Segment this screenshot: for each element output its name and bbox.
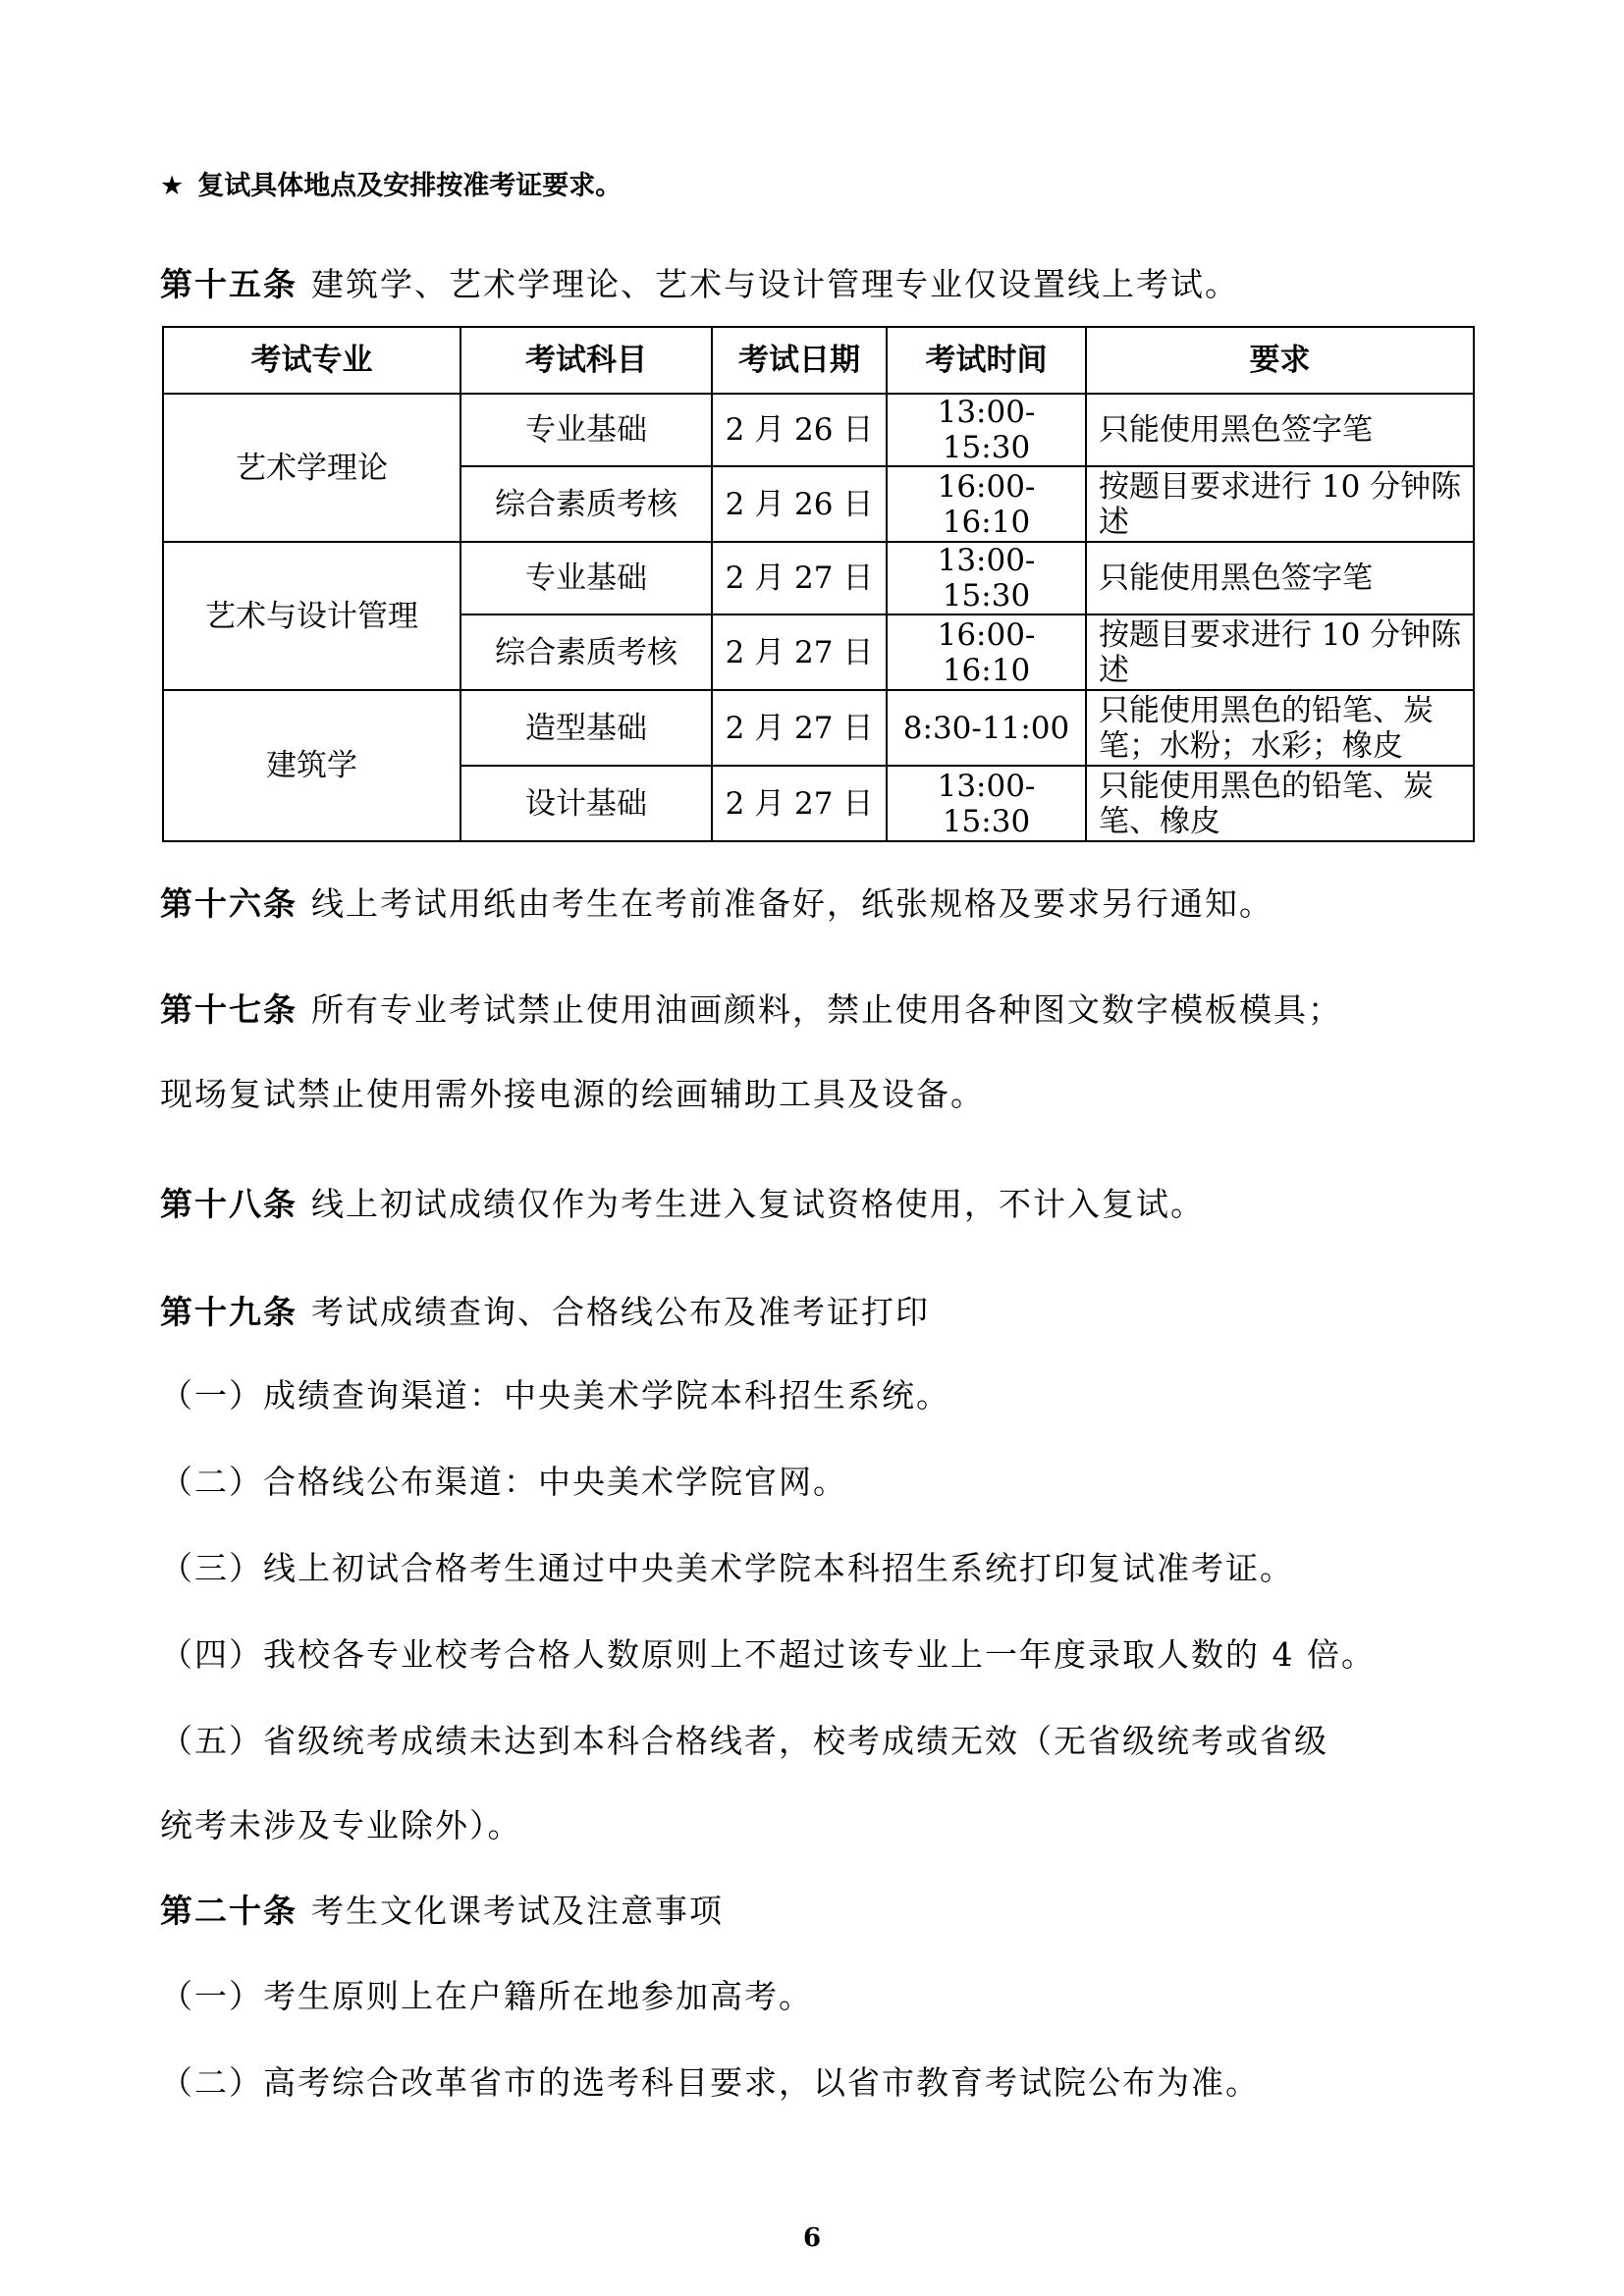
- table-row: [163, 542, 1474, 614]
- article-19-text: 考试成绩查询、合格线公布及准考证打印: [311, 1293, 930, 1331]
- article-17-text: 所有专业考试禁止使用油画颜料，禁止使用各种图文数字模板模具；: [311, 990, 1342, 1029]
- list-item-continued: 统考未涉及专业除外）。: [160, 1806, 522, 1844]
- subject-cell: 专业基础: [460, 394, 712, 466]
- list-item: （一）考生原则上在户籍所在地参加高考。: [160, 1977, 813, 2015]
- article-15-label: 第十五条: [160, 265, 298, 303]
- note-text: 复试具体地点及安排按准考证要求。: [197, 171, 623, 201]
- header-requirement: 要求: [1086, 327, 1474, 394]
- time-cell: 8:30-11:00: [887, 690, 1086, 766]
- header-subject: 考试科目: [460, 327, 712, 394]
- article-15: [160, 257, 1486, 312]
- article-16-text: 线上考试用纸由考生在考前准备好，纸张规格及要求另行通知。: [311, 884, 1273, 923]
- subject-cell: 造型基础: [460, 690, 712, 766]
- article-18-label: 第十八条: [160, 1185, 298, 1223]
- list-item: （二）合格线公布渠道：中央美术学院官网。: [160, 1463, 847, 1501]
- article-18: [160, 1177, 1486, 1232]
- star-icon: ★: [160, 171, 185, 201]
- subject-cell: 设计基础: [460, 766, 712, 841]
- major-cell: 艺术学理论: [163, 394, 460, 542]
- article-20: [160, 1884, 1486, 1939]
- list-item: （五）省级统考成绩未达到本科合格线者，校考成绩无效（无省级统考或省级: [160, 1722, 1328, 1760]
- article-19: [160, 1285, 1486, 1340]
- table-row: [163, 394, 1474, 466]
- date-cell: 2 月 27 日: [712, 766, 887, 841]
- subject-cell: 综合素质考核: [460, 614, 712, 690]
- requirement-cell: 按题目要求进行 10 分钟陈述: [1086, 614, 1474, 690]
- table-row: [163, 690, 1474, 766]
- subject-cell: 综合素质考核: [460, 466, 712, 542]
- major-cell: 建筑学: [163, 690, 460, 841]
- major-cell: 艺术与设计管理: [163, 542, 460, 690]
- article-20-text: 考生文化课考试及注意事项: [311, 1892, 724, 1930]
- table-header-row: [163, 327, 1474, 394]
- article-17: [160, 983, 1486, 1038]
- header-date: 考试日期: [712, 327, 887, 394]
- requirement-cell: 只能使用黑色签字笔: [1086, 394, 1474, 466]
- article-15-text: 建筑学、艺术学理论、艺术与设计管理专业仅设置线上考试。: [311, 265, 1239, 303]
- time-cell: 13:00-15:30: [887, 766, 1086, 841]
- subject-cell: 专业基础: [460, 542, 712, 614]
- article-16: [160, 877, 1486, 932]
- article-19-label: 第十九条: [160, 1293, 298, 1331]
- exam-schedule-table: [162, 326, 1475, 842]
- article-17-label: 第十七条: [160, 990, 298, 1029]
- list-item: （一）成绩查询渠道：中央美术学院本科招生系统。: [160, 1376, 950, 1415]
- time-cell: 16:00-16:10: [887, 614, 1086, 690]
- article-20-label: 第二十条: [160, 1892, 298, 1930]
- date-cell: 2 月 27 日: [712, 542, 887, 614]
- requirement-cell: 按题目要求进行 10 分钟陈述: [1086, 466, 1474, 542]
- list-item: （二）高考综合改革省市的选考科目要求，以省市教育考试院公布为准。: [160, 2063, 1260, 2102]
- requirement-cell: 只能使用黑色的铅笔、炭笔；水粉；水彩；橡皮: [1086, 690, 1474, 766]
- article-16-label: 第十六条: [160, 884, 298, 923]
- date-cell: 2 月 27 日: [712, 614, 887, 690]
- header-major: 考试专业: [163, 327, 460, 394]
- requirement-cell: 只能使用黑色签字笔: [1086, 542, 1474, 614]
- note-line: [160, 167, 1486, 206]
- page-number: 6: [802, 2223, 822, 2253]
- article-18-text: 线上初试成绩仅作为考生进入复试资格使用，不计入复试。: [311, 1185, 1205, 1223]
- list-item: （四）我校各专业校考合格人数原则上不超过该专业上一年度录取人数的 4 倍。: [160, 1635, 1376, 1674]
- article-17-continued: 现场复试禁止使用需外接电源的绘画辅助工具及设备。: [160, 1075, 985, 1113]
- time-cell: 13:00-15:30: [887, 542, 1086, 614]
- time-cell: 13:00-15:30: [887, 394, 1086, 466]
- date-cell: 2 月 26 日: [712, 466, 887, 542]
- requirement-cell: 只能使用黑色的铅笔、炭笔、橡皮: [1086, 766, 1474, 841]
- header-time: 考试时间: [887, 327, 1086, 394]
- date-cell: 2 月 26 日: [712, 394, 887, 466]
- time-cell: 16:00-16:10: [887, 466, 1086, 542]
- date-cell: 2 月 27 日: [712, 690, 887, 766]
- list-item: （三）线上初试合格考生通过中央美术学院本科招生系统打印复试准考证。: [160, 1549, 1294, 1587]
